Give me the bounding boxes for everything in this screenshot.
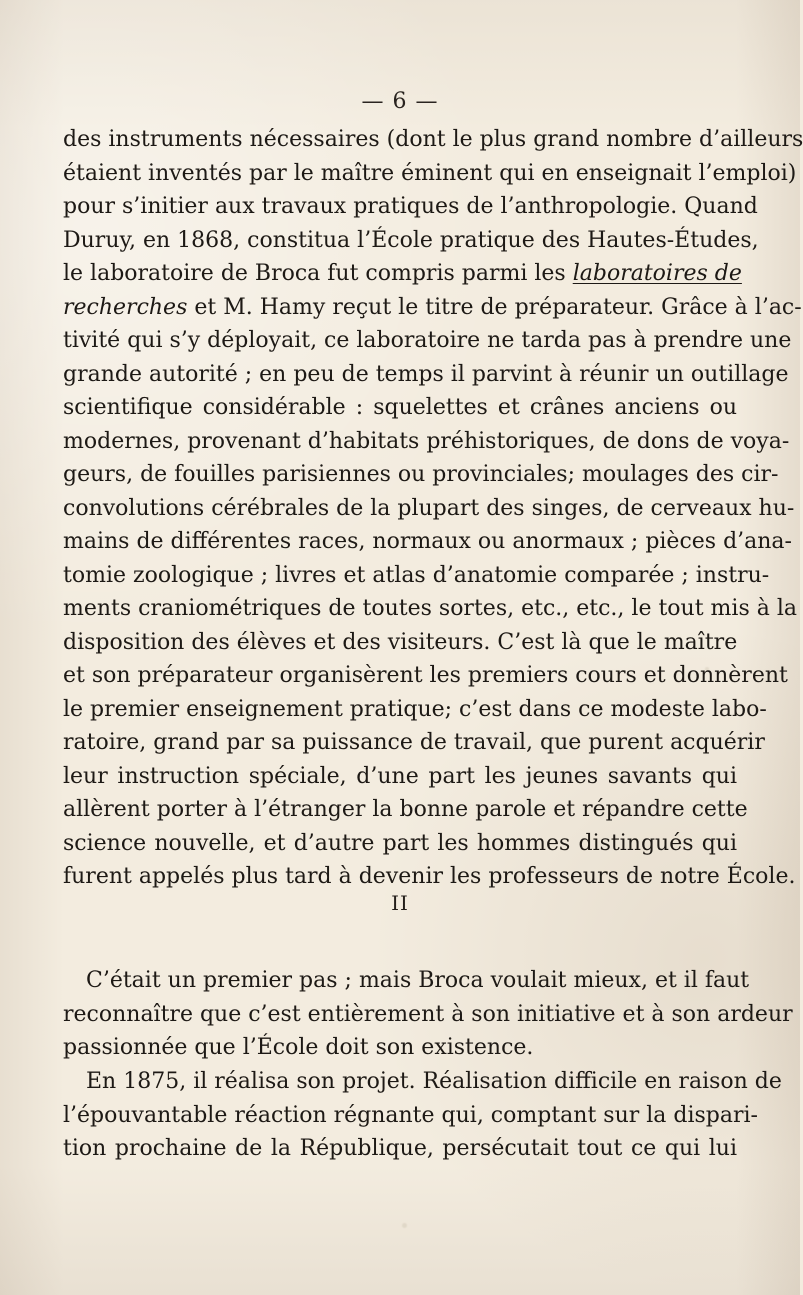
text-line: ments craniométriques de toutes sortes, etc., etc., le tout mis à la bbox=[63, 596, 797, 621]
text-line: ratoire, grand par sa puissance de travail, que purent acquérir bbox=[63, 730, 765, 755]
text-segment: le laboratoire de Broca fut compris parmi les bbox=[63, 261, 573, 286]
text-line: étaient inventés par le maître éminent qui en enseignait l’emploi) bbox=[63, 160, 797, 186]
italic-phrase: recherches bbox=[63, 294, 188, 320]
paper-stain bbox=[402, 1223, 407, 1228]
body-text bbox=[63, 1065, 782, 1166]
text-line: convolutions cérébrales de la plupart des singes, de cerveaux hu- bbox=[63, 495, 795, 521]
text-line: tivité qui s’y déployait, ce laboratoire ne tarda pas à prendre une bbox=[63, 328, 792, 353]
text-segment: et M. Hamy reçut le titre de préparateur. Grâce à l’ac- bbox=[187, 294, 802, 320]
text-line: tion prochaine de la République, persécutait tout ce qui lui bbox=[63, 1136, 737, 1161]
text-line: C’était un premier pas ; mais Broca voulait mieux, et il faut bbox=[86, 968, 750, 993]
text-line: furent appelés plus tard à devenir les professeurs de notre École. bbox=[63, 864, 796, 889]
text-line: reconnaître que c’est entièrement à son initiative et à son ardeur bbox=[63, 1001, 793, 1027]
text-line: grande autorité ; en peu de temps il parvint à réunir un outillage bbox=[63, 361, 789, 387]
text-line: passionnée que l’École doit son existence. bbox=[63, 1035, 534, 1060]
text-line bbox=[63, 257, 742, 291]
text-line: geurs, de fouilles parisiennes ou provinciales; moulages des cir- bbox=[63, 462, 779, 487]
text-line: modernes, provenant d’habitats préhistoriques, de dons de voya- bbox=[63, 428, 790, 454]
page-number: — 6 — bbox=[361, 89, 439, 114]
text-line: mains de différentes races, normaux ou anormaux ; pièces d’ana- bbox=[63, 529, 792, 554]
text-line: scientifique considérable : squelettes et crânes anciens ou bbox=[63, 395, 737, 420]
italic-phrase: laboratoires de bbox=[572, 261, 742, 286]
text-line: allèrent porter à l’étranger la bonne parole et répandre cette bbox=[63, 797, 748, 822]
text-line: Duruy, en 1868, constitua l’École pratique des Hautes-Études, bbox=[63, 227, 759, 253]
text-line: tomie zoologique ; livres et atlas d’anatomie comparée ; instru- bbox=[63, 562, 770, 588]
text-line: En 1875, il réalisa son projet. Réalisation difficile en raison de bbox=[86, 1069, 782, 1094]
text-line: disposition des élèves et des visiteurs. C’est là que le maître bbox=[63, 629, 738, 655]
section-title: II bbox=[391, 891, 409, 915]
text-line bbox=[63, 291, 802, 325]
body-text bbox=[63, 123, 803, 894]
text-line: des instruments nécessaires (dont le plus grand nombre d’ailleurs bbox=[63, 127, 803, 152]
body-text bbox=[63, 964, 793, 1065]
text-line: pour s’initier aux travaux pratiques de l’anthropologie. Quand bbox=[63, 194, 758, 219]
text-line: et son préparateur organisèrent les premiers cours et donnèrent bbox=[63, 663, 788, 688]
text-line: le premier enseignement pratique; c’est dans ce modeste labo- bbox=[63, 696, 767, 722]
text-line: science nouvelle, et d’autre part les hommes distingués qui bbox=[63, 830, 737, 856]
text-line: leur instruction spéciale, d’une part les jeunes savants qui bbox=[63, 763, 737, 789]
text-line: l’épouvantable réaction régnante qui, comptant sur la dispari- bbox=[63, 1102, 758, 1128]
